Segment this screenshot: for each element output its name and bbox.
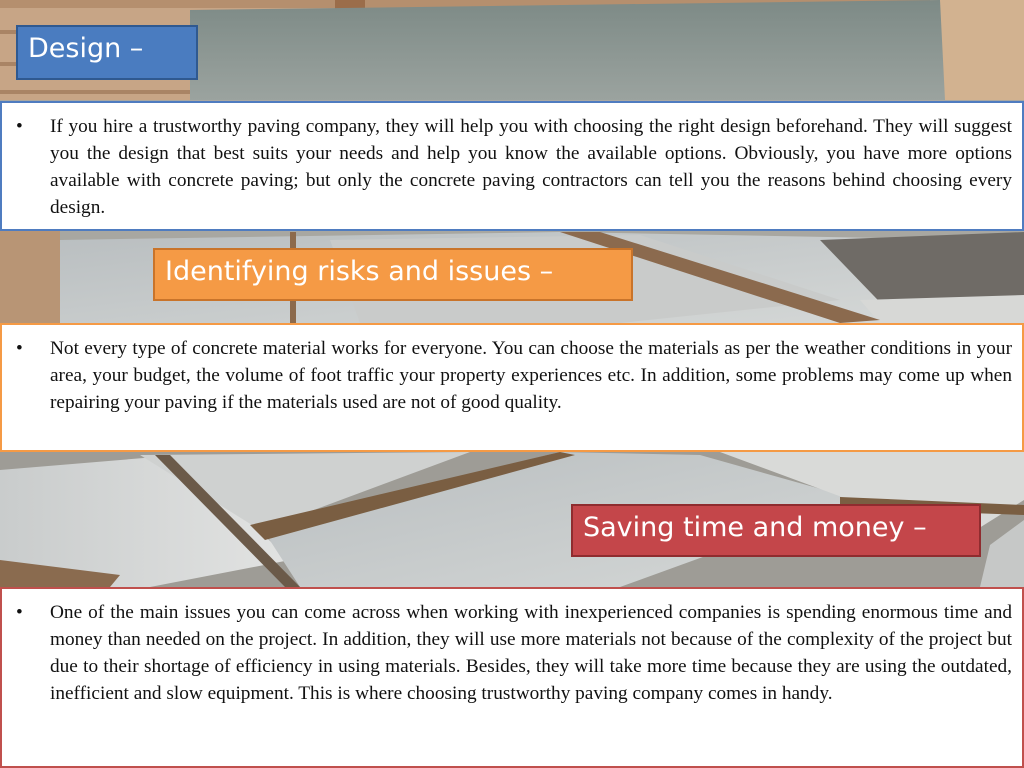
bullet-text: Not every type of concrete material works for everyone. You can choose the materials as per the weather conditions in your area, your budget, the volume of foot traffic your property experiences etc. In addition, some problems may come up when repairing your paving if the materials used are not of good quality. [50,338,1012,413]
section-heading-saving: Saving time and money – [571,504,981,557]
bullet-marker: • [16,116,23,137]
bullet-marker: • [16,338,23,359]
section-panel-risks [0,323,1024,452]
bullet-item [12,113,1012,221]
bullet-marker: • [16,602,23,623]
bullet-text: One of the main issues you can come across when working with inexperienced companies is spending enormous time and money than needed on the project. In addition, they will use more materials not because of the complexity of the project but due to their shortage of efficiency in using materials. Besides, they will take more time because they are using the outdated, inefficient and slow equipment. This is where choosing trustworthy paving company comes in handy. [50,602,1012,704]
section-heading-design: Design – [16,25,198,80]
section-panel-design [0,101,1024,231]
bullet-text: If you hire a trustworthy paving company, they will help you with choosing the right design beforehand. They will suggest you the design that best suits your needs and help you know the available options. Obviously, you have more options available with concrete paving; but only the concrete paving contractors can tell you the reasons behind choosing every design. [50,116,1012,218]
section-heading-risks: Identifying risks and issues – [153,248,633,301]
section-panel-saving [0,587,1024,768]
bullet-item [12,335,1012,416]
bullet-item [12,599,1012,707]
